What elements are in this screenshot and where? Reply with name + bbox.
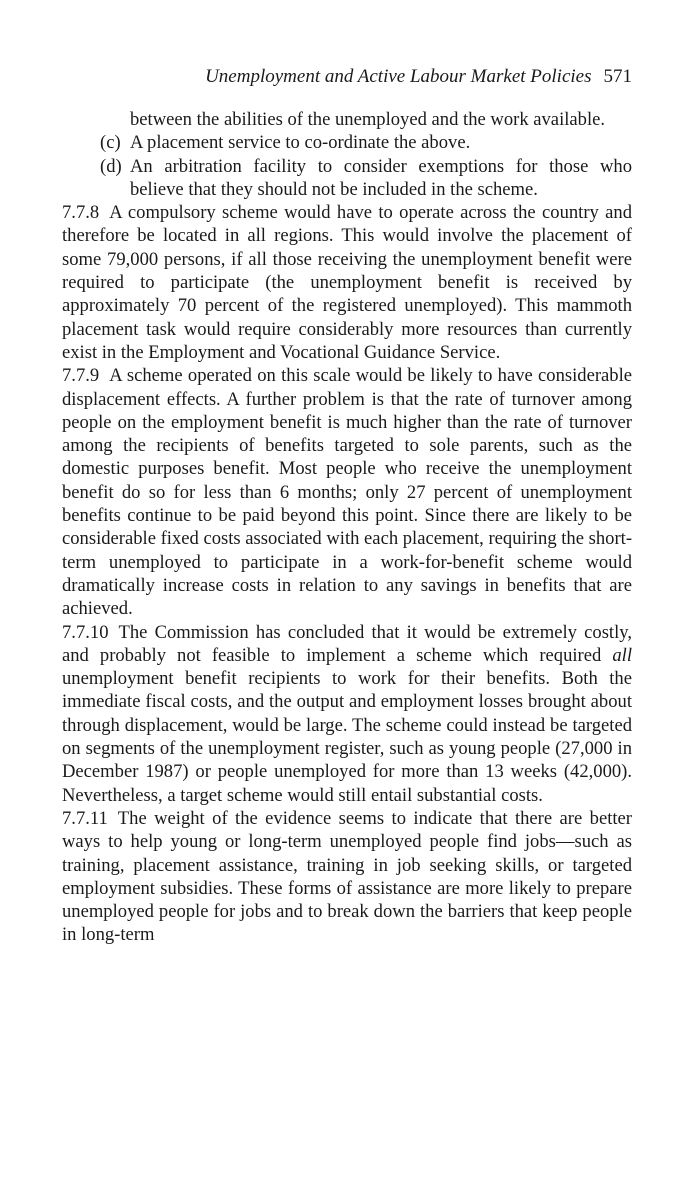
- paragraph-text: unemployment benefit recipients to work for their benefits. Both the immediate fiscal costs, and the output and employment losses brought about through displacement, would be large. The scheme could instead be targeted on segments of the unemployment register, such as young people (27,000 in December 1987) or people unemployed for more than 13 weeks (42,000). Nevertheless, a target scheme would still entail substantial costs.: [62, 668, 632, 806]
- continuation-paragraph: between the abilities of the unemployed and the work available.: [130, 109, 606, 130]
- list-item-d: [100, 155, 632, 202]
- paragraph-7-7-11: [62, 807, 632, 947]
- page-number: 571: [603, 66, 632, 87]
- paragraph-7-7-10: [62, 621, 632, 807]
- paragraph-text: A compulsory scheme would have to operate across the country and therefore be located in all regions. This would involve the placement of some 79,000 persons, if all those receiving the unemployment benefit were required to participate (the unemployment benefit is received by approximately 70 percent of the registered unemployed). This mammoth placement task would require considerably more resources than currently exist in the Employment and Vocational Guidance Service.: [62, 202, 632, 363]
- paragraph-number: 7.7.8: [62, 202, 100, 224]
- list-label: (c): [100, 132, 121, 154]
- paragraph-number: 7.7.11: [62, 807, 108, 829]
- paragraph-text: The Commission has concluded that it would be extremely costly, and probably not feasible to implement a scheme which required: [62, 621, 632, 666]
- running-header: [172, 66, 632, 88]
- paragraph-7-7-8: [62, 201, 632, 364]
- running-title: Unemployment and Active Labour Market Policies: [205, 66, 592, 87]
- paragraph-text: A scheme operated on this scale would be likely to have considerable displacement effects. A further problem is that the rate of turnover among people on the employment benefit is much higher than the rate of turnover among the recipients of benefits targeted to sole parents, such as the domestic purposes benefit. Most people who receive the unemployment benefit do so for less than 6 months; only 27 percent of unemployment benefits continue to be paid beyond this point. Since there are likely to be considerable fixed costs associated with each placement, requiring the short-term unemployed to participate in a work-for-benefit scheme would dramatically increase costs in relation to any savings in benefits that are achieved.: [62, 365, 633, 620]
- paragraph-number: 7.7.9: [62, 365, 100, 387]
- paragraph-7-7-9: [62, 364, 632, 620]
- emphasis-text: all: [612, 644, 632, 666]
- list-item-c: [100, 131, 632, 154]
- body-text: [62, 108, 632, 947]
- paragraph-number: 7.7.10: [62, 621, 109, 643]
- list-text: A placement service to co-ordinate the above.: [130, 132, 471, 154]
- paragraph-text: The weight of the evidence seems to indicate that there are better ways to help young or long-term unemployed people find jobs—such as training, placement assistance, training in job seeking skills, or targeted employment subsidies. These forms of assistance are more likely to prepare unemployed people for jobs and to break down the barriers that keep people in long-term: [62, 807, 632, 946]
- list-text: An arbitration facility to consider exemptions for those who believe that they should not be included in the scheme.: [130, 155, 632, 200]
- list-label: (d): [100, 155, 122, 177]
